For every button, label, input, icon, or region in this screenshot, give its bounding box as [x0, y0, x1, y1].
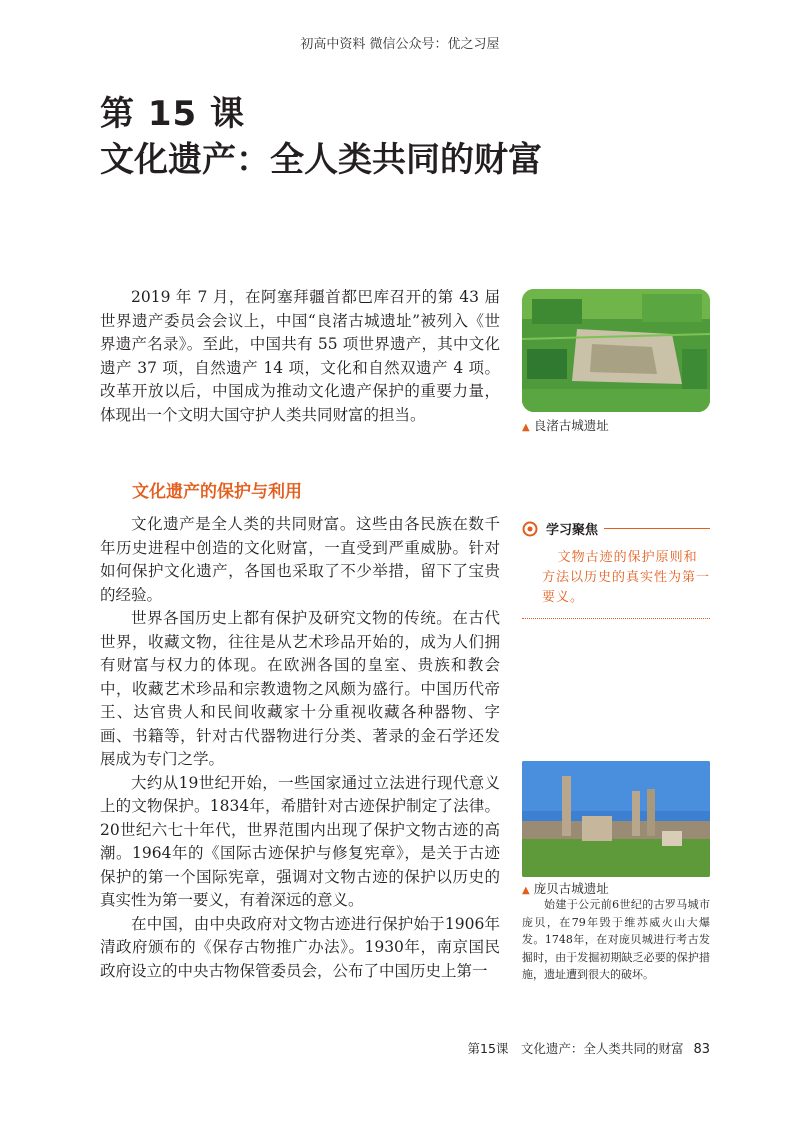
pompeii-image	[522, 761, 710, 877]
body-text	[100, 513, 500, 983]
body-paragraph: 在中国，由中央政府对文物古迹进行保护始于1906年清政府颁布的《保存古物推广办法》。1930年，南京国民政府设立的中央古物保管委员会，公布了中国历史上第一	[100, 914, 500, 980]
pompeii-caption-text: 庞贝古城遗址	[533, 881, 609, 896]
intro-block	[100, 286, 500, 427]
liangzhu-image	[522, 289, 710, 412]
pompeii-note: 始建于公元前6世纪的古罗马城市庞贝，在79年毁于维苏威火山大爆发。1748年，在对庞贝城进行考古发掘时，由于发掘初期缺乏必要的保护措施，遗址遭到很大的破坏。	[522, 898, 710, 981]
page-number: 83	[693, 1042, 710, 1057]
study-focus-box	[522, 519, 710, 619]
triangle-icon: ▲	[522, 422, 530, 433]
section-title: 文化遗产的保护与利用	[132, 482, 302, 502]
lesson-title: 文化遗产：全人类共同的财富	[100, 140, 542, 180]
body-paragraph: 大约从19世纪开始，一些国家通过立法进行现代意义上的文物保护。1834年，希腊针对古迹保护制定了法律。20世纪六七十年代，世界范围内出现了保护文物古迹的高潮。1964年的《国际古迹保护与修复宪章》，是关于古迹保护的第一个国际宪章，强调对文物古迹的保护以历史的真实性为第一要义，有着深远的意义。	[100, 773, 500, 909]
liangzhu-photo	[522, 289, 710, 412]
liangzhu-caption	[522, 416, 609, 434]
body-paragraph: 文化遗产是全人类的共同财富。这些由各民族在数千年历史进程中创造的文化财富，一直受到严重威胁。针对如何保护文化遗产，各国也采取了不少举措，留下了宝贵的经验。	[100, 515, 500, 604]
body-paragraph: 世界各国历史上都有保护及研究文物的传统。在古代世界，收藏文物，往往是从艺术珍品开始的，成为人们拥有财富与权力的体现。在欧洲各国的皇室、贵族和教会中，收藏艺术珍品和宗教遗物之风颇为盛行。中国历代帝王、达官贵人和民间收藏家十分重视收藏各种器物、字画、书籍等，针对古代器物进行分类、著录的金石学还发展成为专门之学。	[100, 609, 500, 768]
page-footer	[468, 1039, 710, 1057]
footer-lesson: 第15课 文化遗产：全人类共同的财富	[467, 1041, 684, 1056]
focus-icon	[522, 521, 538, 537]
pompeii-caption	[522, 879, 609, 897]
study-focus-header	[522, 519, 710, 538]
triangle-icon: ▲	[522, 885, 530, 896]
pompeii-photo	[522, 761, 710, 877]
liangzhu-caption-text: 良渚古城遗址	[533, 418, 609, 433]
intro-paragraph: 2019 年 7 月，在阿塞拜疆首都巴库召开的第 43 届世界遗产委员会会议上，中国“良渚古城遗址”被列入《世界遗产名录》。至此，中国共有 55 项世界遗产，其中文化遗产 37 项，自然遗产 14 项，文化和自然双遗产 4 项。改革开放以后，中国成为推动文化遗产保护的重要力量，体现出一个文明大国守护人类共同财富的担当。	[100, 288, 500, 424]
lesson-number: 第 15 课	[100, 94, 245, 134]
study-focus-text: 文物古迹的保护原则和方法以历史的真实性为第一要义。	[522, 548, 710, 619]
focus-divider	[604, 528, 710, 529]
page-header: 初高中资料 微信公众号：优之习屋	[300, 37, 500, 52]
study-focus-title: 学习聚焦	[546, 523, 599, 538]
